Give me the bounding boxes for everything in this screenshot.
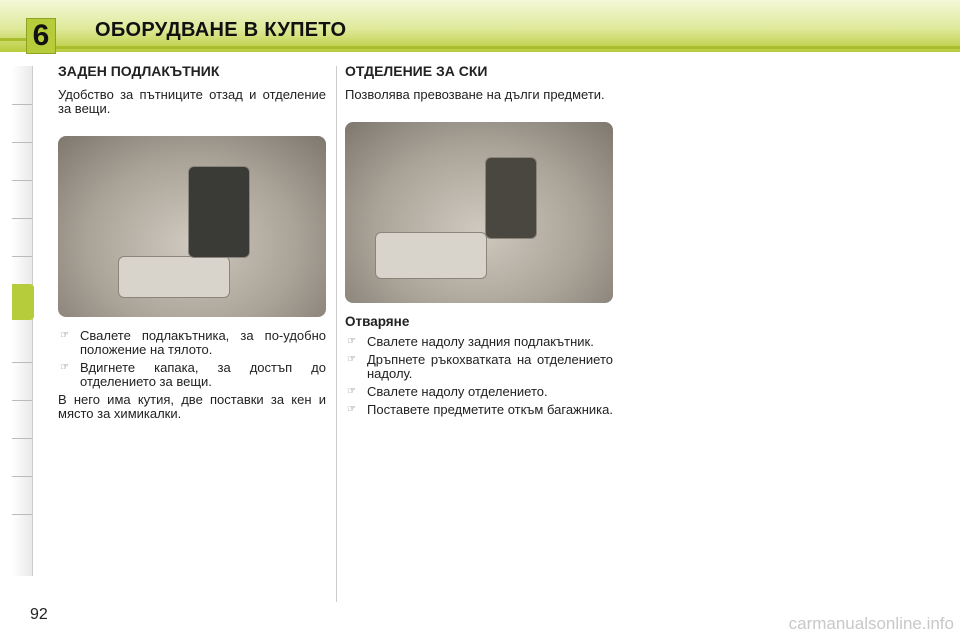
pointing-hand-icon: ☞: [347, 354, 356, 365]
tab-divider: [12, 362, 32, 363]
header-rule: [50, 46, 960, 49]
list-item: [345, 385, 613, 399]
right-column: [345, 64, 613, 421]
section-intro: Удобство за пътниците отзад и отделение за вещи.: [58, 87, 326, 116]
section-heading: ЗАДЕН ПОДЛАКЪТНИК: [58, 63, 220, 79]
chapter-tabs: [12, 66, 33, 576]
tab-divider: [12, 180, 32, 181]
page-title: ОБОРУДВАНЕ В КУПЕТО: [95, 19, 347, 41]
column-divider: [336, 66, 337, 602]
armrest-lid-shape: [188, 166, 250, 258]
tab-divider: [12, 104, 32, 105]
list-item: [345, 335, 613, 349]
list-item-text: Свалете надолу задния подлакътник.: [367, 334, 594, 349]
section-heading: ОТДЕЛЕНИЕ ЗА СКИ: [345, 63, 488, 79]
section-intro: Позволява превозване на дълги предмети.: [345, 87, 605, 102]
left-column: [58, 64, 326, 424]
tab-divider: [12, 514, 32, 515]
pointing-hand-icon: ☞: [347, 386, 356, 397]
list-item: [58, 329, 326, 357]
list-item: [345, 353, 613, 381]
pointing-hand-icon: ☞: [347, 404, 356, 415]
tab-divider: [12, 438, 32, 439]
chapter-tab-active[interactable]: [12, 284, 34, 320]
tab-divider: [12, 476, 32, 477]
tab-divider: [12, 256, 32, 257]
watermark: carmanualsonline.info: [788, 614, 954, 633]
ski-hatch-shape: [485, 157, 537, 239]
tab-divider: [12, 400, 32, 401]
list-item: [58, 361, 326, 389]
armrest-shape: [118, 256, 230, 298]
subheading: Отваряне: [345, 314, 410, 329]
tab-divider: [12, 218, 32, 219]
armrest-photo: [58, 136, 326, 317]
pointing-hand-icon: ☞: [347, 336, 356, 347]
page-number: 92: [30, 606, 48, 623]
tab-divider: [12, 142, 32, 143]
pointing-hand-icon: ☞: [60, 362, 69, 373]
list-item: [345, 403, 613, 417]
list-item-text: Вдигнете капака, за достъп до отделението за вещи.: [80, 360, 326, 389]
chapter-number: 6: [26, 18, 56, 54]
list-item-text: Свалете подлакътника, за по-удобно положение на тялото.: [80, 328, 326, 357]
pointing-hand-icon: ☞: [60, 330, 69, 341]
ski-compartment-photo: [345, 122, 613, 303]
list-item-text: Дръпнете ръкохватката на отделението надолу.: [367, 352, 613, 381]
section-note: В него има кутия, две поставки за кен и място за химикалки.: [58, 392, 326, 421]
list-item-text: Поставете предметите откъм багажника.: [367, 402, 613, 417]
armrest-shape: [375, 232, 487, 279]
list-item-text: Свалете надолу отделението.: [367, 384, 548, 399]
